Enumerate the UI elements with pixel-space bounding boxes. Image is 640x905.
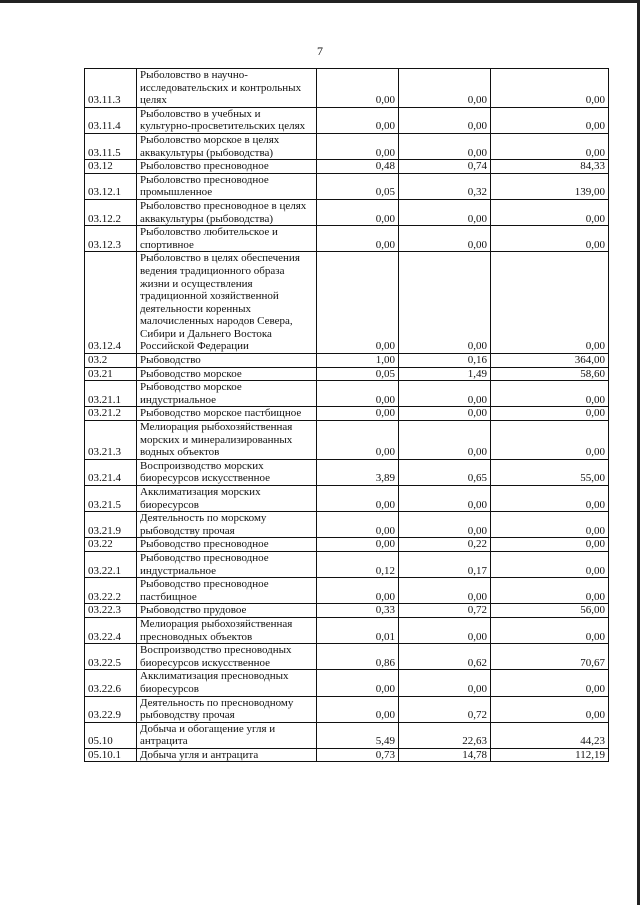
row-value-2: 0,00 — [399, 199, 491, 225]
table-row — [85, 604, 609, 618]
row-value-2: 0,16 — [399, 354, 491, 368]
row-name: Рыбоводство пресноводное — [137, 538, 317, 552]
row-value-3: 55,00 — [491, 459, 609, 485]
row-code: 03.2 — [85, 354, 137, 368]
row-value-1: 0,00 — [317, 226, 399, 252]
row-value-2: 0,00 — [399, 578, 491, 604]
row-value-2: 0,32 — [399, 173, 491, 199]
row-name: Мелиорация рыбохозяйственная пресноводных объектов — [137, 617, 317, 643]
row-name: Рыболовство в научно-исследовательских и контрольных целях — [137, 69, 317, 108]
row-value-2: 0,00 — [399, 381, 491, 407]
table-row — [85, 617, 609, 643]
row-code: 03.22.6 — [85, 670, 137, 696]
table-row — [85, 173, 609, 199]
row-name: Рыбоводство морское индустриальное — [137, 381, 317, 407]
row-value-1: 0,48 — [317, 160, 399, 174]
row-value-2: 0,00 — [399, 670, 491, 696]
table-row — [85, 644, 609, 670]
row-value-2: 0,00 — [399, 421, 491, 460]
row-code: 03.12.3 — [85, 226, 137, 252]
row-name: Рыболовство пресноводное в целях аквакультуры (рыбоводства) — [137, 199, 317, 225]
row-value-3: 0,00 — [491, 670, 609, 696]
row-value-1: 1,00 — [317, 354, 399, 368]
row-value-1: 5,49 — [317, 722, 399, 748]
row-value-1: 0,00 — [317, 407, 399, 421]
row-name: Рыбоводство морское — [137, 367, 317, 381]
row-value-2: 22,63 — [399, 722, 491, 748]
row-name: Деятельность по пресноводному рыбоводству прочая — [137, 696, 317, 722]
row-value-3: 0,00 — [491, 421, 609, 460]
page-number: 7 — [317, 44, 323, 58]
table-row — [85, 133, 609, 159]
row-value-1: 0,00 — [317, 381, 399, 407]
row-value-1: 0,00 — [317, 421, 399, 460]
row-name: Рыбоводство — [137, 354, 317, 368]
row-code: 03.22.3 — [85, 604, 137, 618]
row-value-2: 14,78 — [399, 748, 491, 762]
row-value-2: 0,00 — [399, 512, 491, 538]
row-value-1: 0,00 — [317, 199, 399, 225]
row-value-3: 0,00 — [491, 538, 609, 552]
row-value-2: 0,72 — [399, 696, 491, 722]
row-value-2: 0,74 — [399, 160, 491, 174]
row-value-2: 0,00 — [399, 107, 491, 133]
row-value-3: 0,00 — [491, 486, 609, 512]
row-name: Рыболовство в целях обеспечения ведения традиционного образа жизни и осуществления традиционной хозяйственной деятельности коренных малочисленных народов Севера, Сибири и Дальнего Востока Российской Федерации — [137, 252, 317, 354]
row-code: 05.10.1 — [85, 748, 137, 762]
table-row — [85, 538, 609, 552]
row-value-2: 1,49 — [399, 367, 491, 381]
row-value-2: 0,00 — [399, 226, 491, 252]
row-value-1: 0,00 — [317, 578, 399, 604]
row-value-3: 58,60 — [491, 367, 609, 381]
row-code: 03.21.9 — [85, 512, 137, 538]
row-code: 03.21.3 — [85, 421, 137, 460]
row-code: 03.21.5 — [85, 486, 137, 512]
row-value-3: 112,19 — [491, 748, 609, 762]
table-row — [85, 486, 609, 512]
row-name: Рыболовство любительское и спортивное — [137, 226, 317, 252]
table-row — [85, 199, 609, 225]
row-value-3: 0,00 — [491, 107, 609, 133]
row-value-1: 0,05 — [317, 173, 399, 199]
row-value-3: 70,67 — [491, 644, 609, 670]
row-name: Рыболовство пресноводное — [137, 160, 317, 174]
row-value-1: 0,73 — [317, 748, 399, 762]
table-row — [85, 551, 609, 577]
table-row — [85, 107, 609, 133]
activity-table — [84, 68, 609, 762]
row-value-3: 0,00 — [491, 512, 609, 538]
row-value-3: 0,00 — [491, 696, 609, 722]
row-code: 03.11.3 — [85, 69, 137, 108]
row-value-3: 0,00 — [491, 133, 609, 159]
row-code: 03.22.9 — [85, 696, 137, 722]
row-name: Рыболовство морское в целях аквакультуры (рыбоводства) — [137, 133, 317, 159]
row-value-2: 0,72 — [399, 604, 491, 618]
row-value-2: 0,62 — [399, 644, 491, 670]
table-row — [85, 670, 609, 696]
row-name: Рыболовство в учебных и культурно-просветительских целях — [137, 107, 317, 133]
row-value-1: 0,00 — [317, 696, 399, 722]
row-value-1: 0,00 — [317, 670, 399, 696]
row-value-3: 364,00 — [491, 354, 609, 368]
row-value-3: 0,00 — [491, 578, 609, 604]
row-code: 03.12 — [85, 160, 137, 174]
row-value-1: 0,00 — [317, 107, 399, 133]
row-value-1: 0,00 — [317, 133, 399, 159]
row-value-2: 0,65 — [399, 459, 491, 485]
table-row — [85, 512, 609, 538]
row-code: 03.22 — [85, 538, 137, 552]
row-name: Воспроизводство пресноводных биоресурсов искусственное — [137, 644, 317, 670]
table-row — [85, 407, 609, 421]
row-value-2: 0,00 — [399, 133, 491, 159]
row-value-1: 0,00 — [317, 538, 399, 552]
row-value-1: 0,05 — [317, 367, 399, 381]
row-value-2: 0,00 — [399, 252, 491, 354]
table-row — [85, 696, 609, 722]
row-value-1: 0,33 — [317, 604, 399, 618]
table-row — [85, 421, 609, 460]
row-value-3: 44,23 — [491, 722, 609, 748]
row-code: 03.21 — [85, 367, 137, 381]
row-name: Акклиматизация морских биоресурсов — [137, 486, 317, 512]
row-value-2: 0,22 — [399, 538, 491, 552]
table-row — [85, 381, 609, 407]
scan-edge-top — [0, 0, 640, 3]
row-value-1: 0,00 — [317, 486, 399, 512]
row-value-1: 0,12 — [317, 551, 399, 577]
row-name: Деятельность по морскому рыбоводству прочая — [137, 512, 317, 538]
table-row — [85, 459, 609, 485]
row-value-3: 84,33 — [491, 160, 609, 174]
row-code: 03.22.1 — [85, 551, 137, 577]
row-code: 03.12.1 — [85, 173, 137, 199]
row-value-3: 0,00 — [491, 381, 609, 407]
row-value-3: 0,00 — [491, 617, 609, 643]
row-value-1: 0,00 — [317, 512, 399, 538]
row-value-3: 0,00 — [491, 252, 609, 354]
row-name: Мелиорация рыбохозяйственная морских и минерализированных водных объектов — [137, 421, 317, 460]
row-value-2: 0,00 — [399, 69, 491, 108]
row-value-3: 0,00 — [491, 407, 609, 421]
table-row — [85, 160, 609, 174]
row-code: 03.12.4 — [85, 252, 137, 354]
row-name: Рыбоводство пресноводное индустриальное — [137, 551, 317, 577]
row-value-2: 0,17 — [399, 551, 491, 577]
row-name: Рыбоводство пресноводное пастбищное — [137, 578, 317, 604]
row-value-2: 0,00 — [399, 617, 491, 643]
table-row — [85, 722, 609, 748]
row-name: Рыболовство пресноводное промышленное — [137, 173, 317, 199]
row-value-1: 0,00 — [317, 252, 399, 354]
row-value-3: 139,00 — [491, 173, 609, 199]
table-row — [85, 252, 609, 354]
row-value-3: 0,00 — [491, 69, 609, 108]
row-name: Добыча и обогащение угля и антрацита — [137, 722, 317, 748]
activity-table-body — [85, 69, 609, 762]
row-value-1: 0,00 — [317, 69, 399, 108]
row-value-3: 0,00 — [491, 226, 609, 252]
row-code: 03.11.5 — [85, 133, 137, 159]
row-value-3: 56,00 — [491, 604, 609, 618]
row-value-3: 0,00 — [491, 551, 609, 577]
table-row — [85, 354, 609, 368]
table-row — [85, 578, 609, 604]
row-value-2: 0,00 — [399, 486, 491, 512]
row-name: Рыбоводство морское пастбищное — [137, 407, 317, 421]
row-value-3: 0,00 — [491, 199, 609, 225]
table-row — [85, 367, 609, 381]
row-name: Рыбоводство прудовое — [137, 604, 317, 618]
row-value-1: 3,89 — [317, 459, 399, 485]
row-value-2: 0,00 — [399, 407, 491, 421]
row-name: Воспроизводство морских биоресурсов искусственное — [137, 459, 317, 485]
row-code: 03.11.4 — [85, 107, 137, 133]
row-code: 03.22.5 — [85, 644, 137, 670]
row-code: 03.22.4 — [85, 617, 137, 643]
row-name: Добыча угля и антрацита — [137, 748, 317, 762]
table-row — [85, 748, 609, 762]
table-row — [85, 69, 609, 108]
row-code: 03.21.4 — [85, 459, 137, 485]
row-name: Акклиматизация пресноводных биоресурсов — [137, 670, 317, 696]
table-row — [85, 226, 609, 252]
row-code: 03.22.2 — [85, 578, 137, 604]
row-code: 03.21.2 — [85, 407, 137, 421]
row-code: 05.10 — [85, 722, 137, 748]
row-code: 03.12.2 — [85, 199, 137, 225]
row-value-1: 0,01 — [317, 617, 399, 643]
row-code: 03.21.1 — [85, 381, 137, 407]
row-value-1: 0,86 — [317, 644, 399, 670]
